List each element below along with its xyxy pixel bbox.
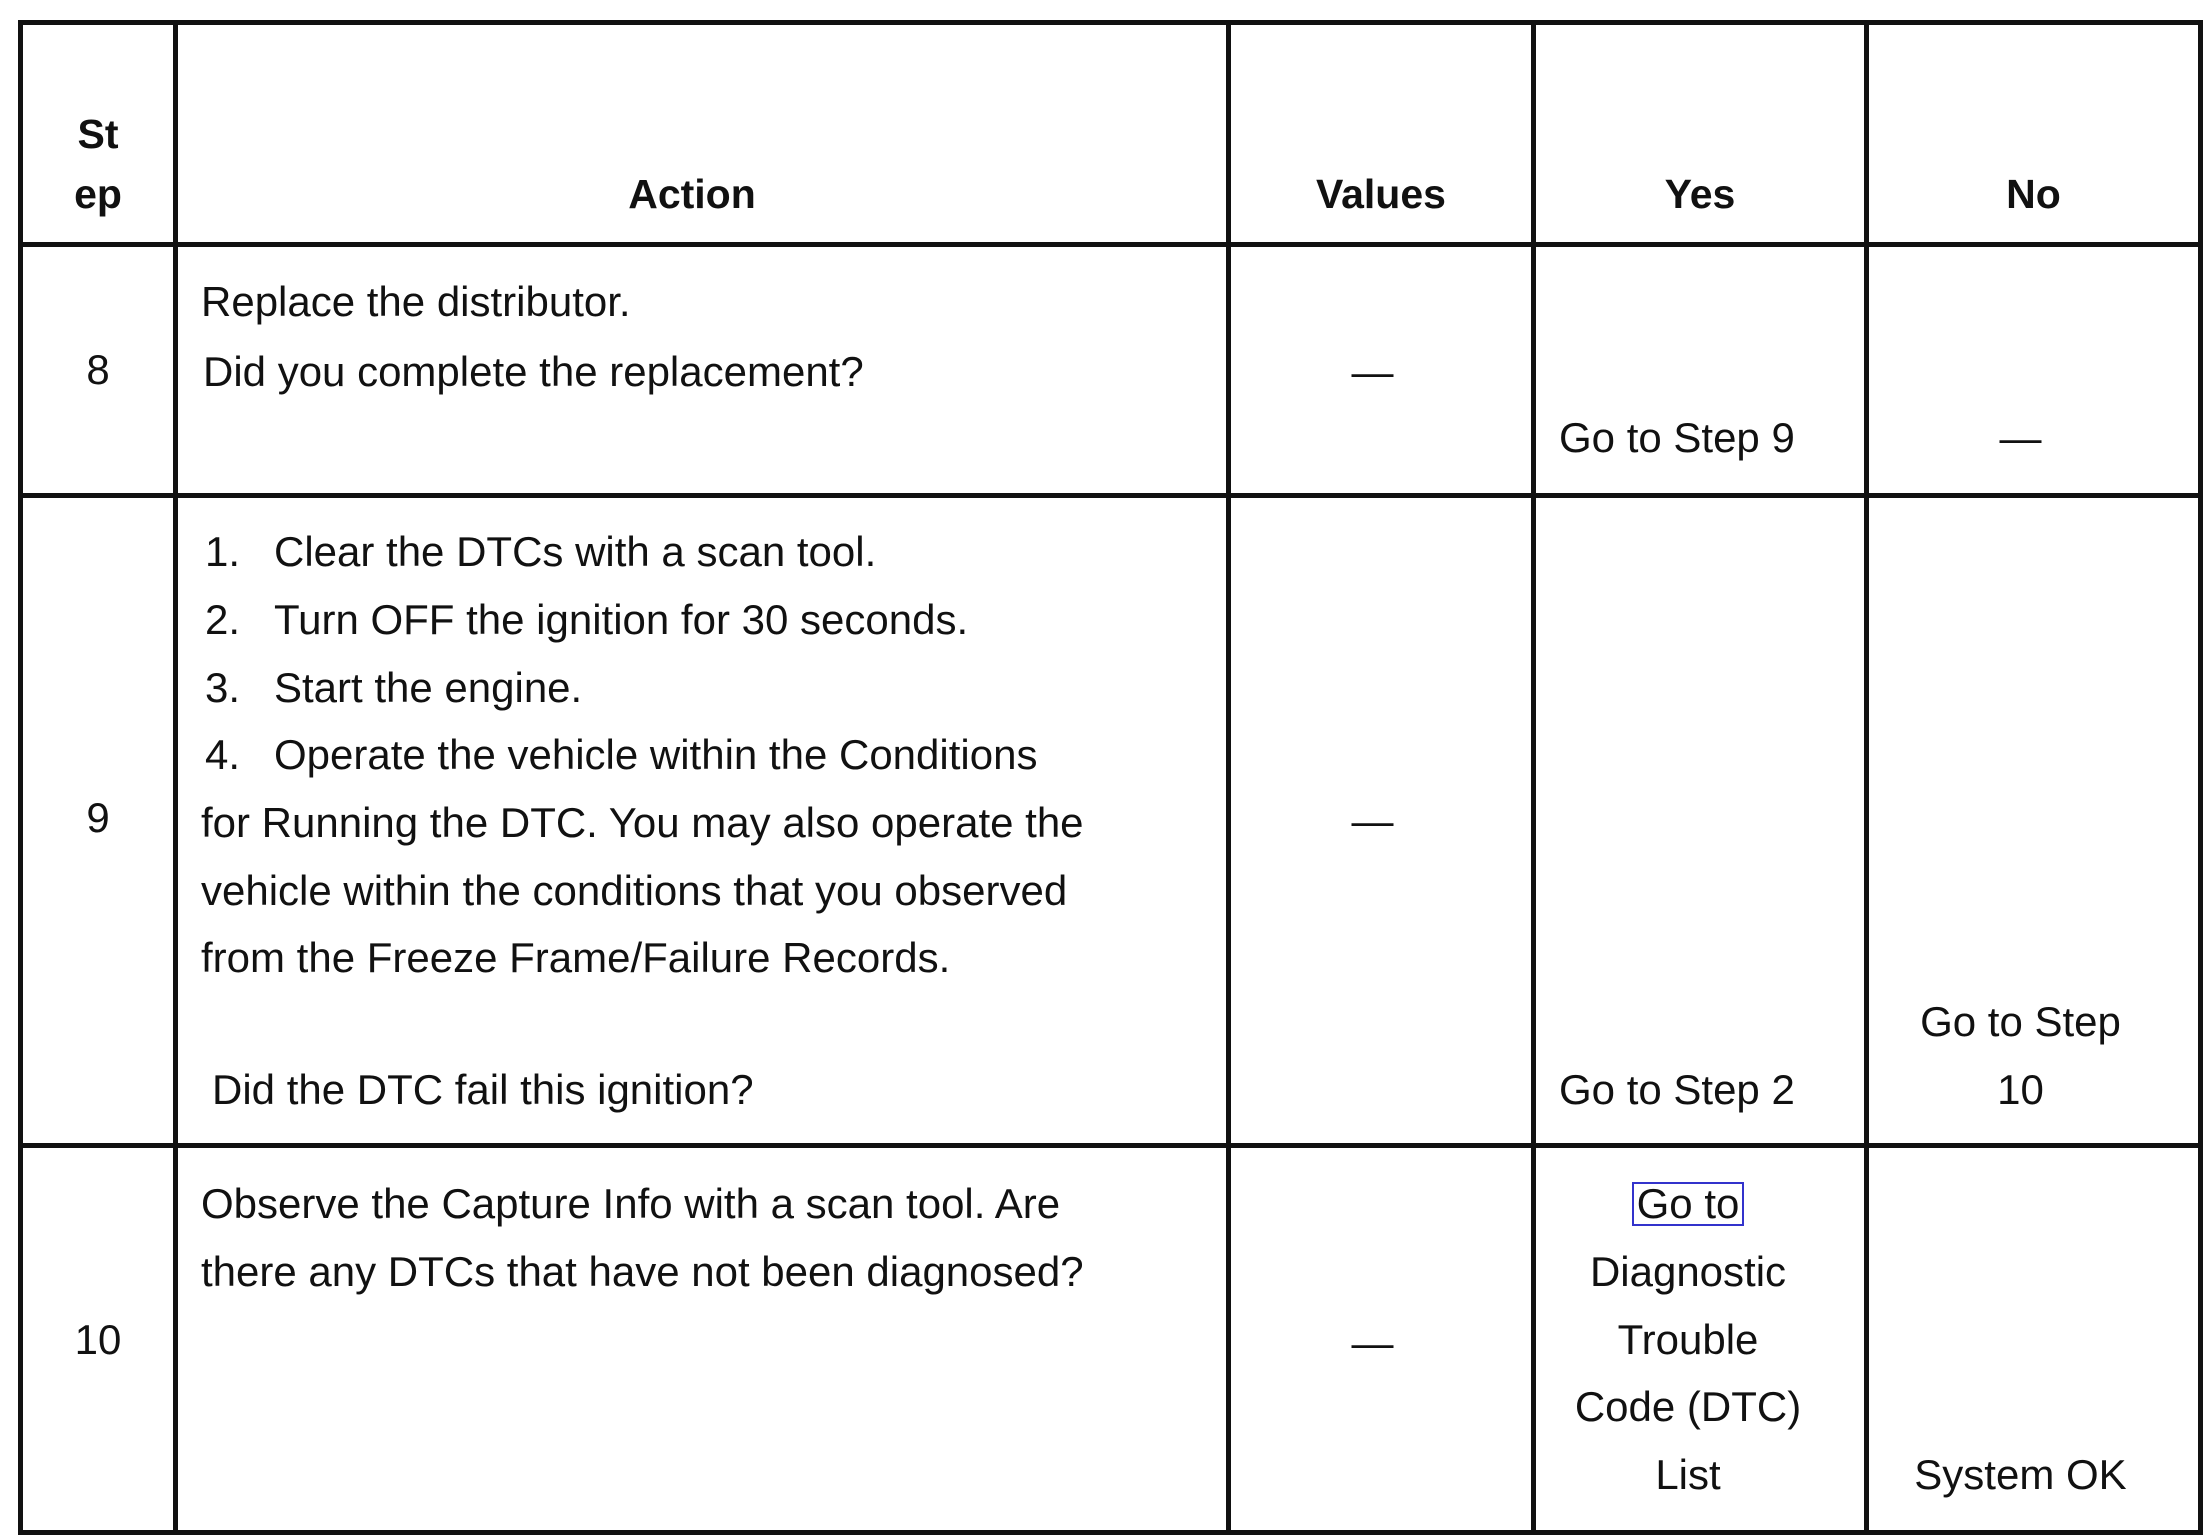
- list-text: Start the engine.: [274, 664, 583, 711]
- step-number: 10: [74, 1316, 122, 1363]
- header-step-line2: ep: [74, 171, 122, 217]
- no-cell-line1: Go to Step: [1920, 998, 2121, 1045]
- yes-cell-link-line: [1536, 1170, 1840, 1238]
- column-divider: [1864, 20, 1869, 1530]
- yes-cell-line: Diagnostic: [1589, 1248, 1787, 1295]
- values-cell: —: [1351, 1319, 1394, 1366]
- action-text: Did you complete the replacement?: [203, 348, 864, 395]
- list-text: Operate the vehicle within the Conditions: [274, 731, 1038, 778]
- header-action: Action: [628, 171, 756, 217]
- yes-cell: Go to Step 9: [1559, 414, 1795, 461]
- values-cell: —: [1351, 348, 1394, 395]
- action-text: there any DTCs that have not been diagnosed?: [201, 1248, 1084, 1295]
- header-values: Values: [1316, 171, 1446, 217]
- no-cell: —: [1999, 414, 2042, 461]
- action-text: for Running the DTC. You may also operate the: [201, 799, 1084, 846]
- step-number: 9: [86, 794, 110, 841]
- no-cell-line2: 10: [1997, 1066, 2044, 1113]
- table-border-right: [2198, 20, 2203, 1530]
- list-text: Turn OFF the ignition for 30 seconds.: [274, 596, 969, 643]
- table-border-bottom: [18, 1530, 2203, 1535]
- row-divider: [18, 493, 2203, 498]
- list-number: 2.: [205, 596, 241, 643]
- values-cell: —: [1351, 797, 1394, 844]
- row-divider: [18, 1143, 2203, 1148]
- header-divider: [18, 242, 2203, 247]
- action-text: from the Freeze Frame/Failure Records.: [201, 934, 951, 981]
- list-number: 3.: [205, 664, 241, 711]
- header-no: No: [2006, 171, 2061, 217]
- yes-cell: Go to Step 2: [1559, 1066, 1795, 1113]
- table-border-top: [18, 20, 2203, 25]
- list-number: 1.: [205, 528, 241, 575]
- yes-cell-line: List: [1655, 1451, 1721, 1498]
- no-cell: System OK: [1914, 1451, 2127, 1498]
- list-text: Clear the DTCs with a scan tool.: [274, 528, 877, 575]
- action-text: Replace the distributor.: [201, 278, 631, 325]
- header-yes: Yes: [1664, 171, 1736, 217]
- go-to-link[interactable]: Go to: [1632, 1182, 1745, 1226]
- yes-cell-line: Trouble: [1617, 1316, 1759, 1363]
- header-step-line1: St: [77, 111, 119, 157]
- action-text: Observe the Capture Info with a scan tool. Are: [201, 1180, 1061, 1227]
- yes-cell-line: Code (DTC): [1574, 1383, 1802, 1430]
- action-text: vehicle within the conditions that you observed: [201, 867, 1068, 914]
- column-divider: [1226, 20, 1231, 1530]
- step-number: 8: [86, 346, 110, 393]
- column-divider: [173, 20, 178, 1530]
- action-question: Did the DTC fail this ignition?: [212, 1066, 754, 1113]
- table-border-left: [18, 20, 23, 1530]
- list-number: 4.: [205, 731, 241, 778]
